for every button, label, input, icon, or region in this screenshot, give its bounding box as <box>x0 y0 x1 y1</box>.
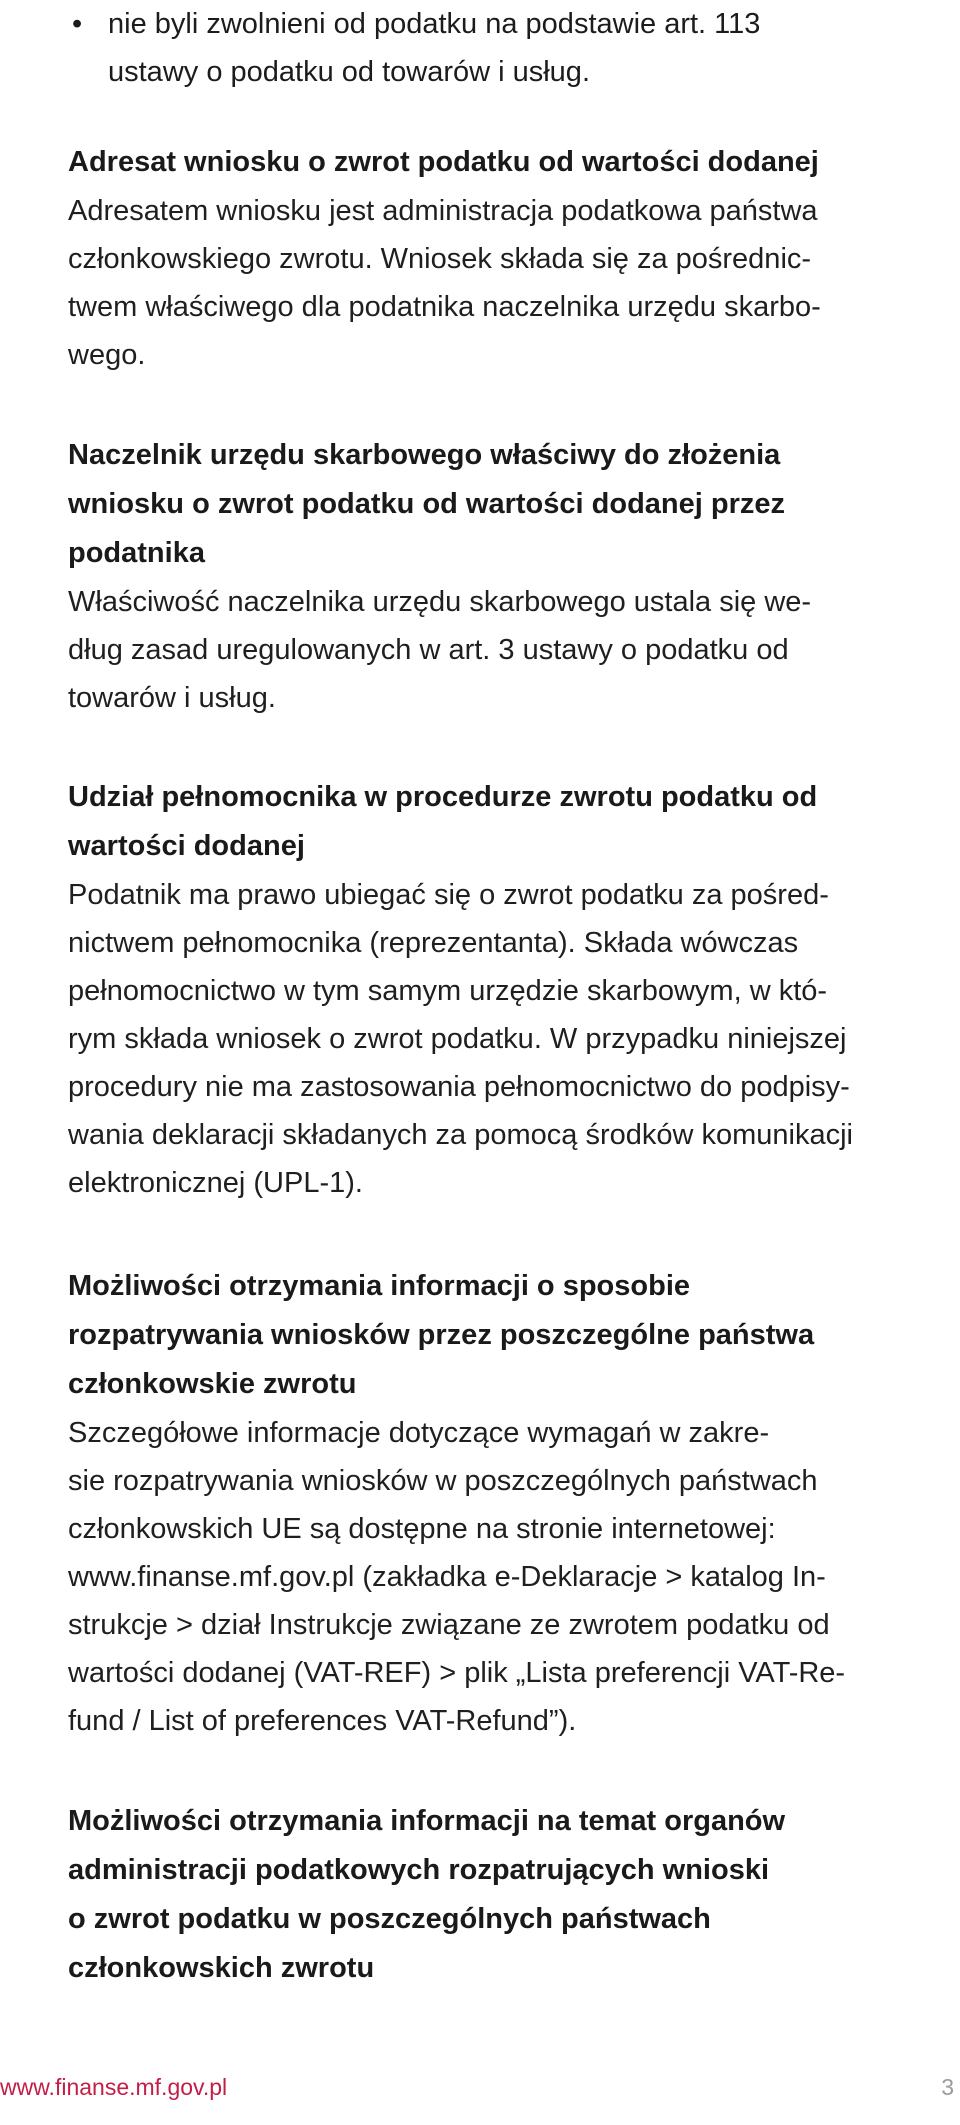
section-body-line: rym składa wniosek o zwrot podatku. W przypadku niniejszej <box>68 1023 847 1055</box>
section-heading-line: Możliwości otrzymania informacji na temat organów <box>68 1805 786 1837</box>
section-body-line: Właściwość naczelnika urzędu skarbowego ustala się we- <box>68 586 812 618</box>
footer-website-link[interactable]: www.finanse.mf.gov.pl <box>0 2074 228 2100</box>
section-body-line: Adresatem wniosku jest administracja podatkowa państwa <box>68 195 818 227</box>
section-body-line: dług zasad uregulowanych w art. 3 ustawy o podatku od <box>68 634 789 666</box>
section-body-line: wartości dodanej (VAT-REF) > plik „Lista preferencji VAT-Re- <box>68 1657 846 1689</box>
section-heading-line: Adresat wniosku o zwrot podatku od wartości dodanej <box>68 146 819 178</box>
section-body-line: wego. <box>68 339 146 371</box>
section-heading-line: administracji podatkowych rozpatrujących wnioski <box>68 1854 770 1886</box>
bullet-list-item <box>72 0 938 96</box>
bullet-line: ustawy o podatku od towarów i usług. <box>108 56 590 88</box>
section-heading-line: rozpatrywania wniosków przez poszczególne państwa <box>68 1319 815 1351</box>
bullet-marker: • <box>72 8 83 40</box>
section-body-line: nictwem pełnomocnika (reprezentanta). Składa wówczas <box>68 927 799 959</box>
section-body-line: Szczegółowe informacje dotyczące wymagań w zakre- <box>68 1417 770 1449</box>
section-heading-line: podatnika <box>68 537 205 569</box>
section-heading-line: wartości dodanej <box>68 830 305 862</box>
section-heading-line: Naczelnik urzędu skarbowego właściwy do złożenia <box>68 439 781 471</box>
section-heading-line: członkowskie zwrotu <box>68 1368 357 1400</box>
section-body-line: sie rozpatrywania wniosków w poszczególnych państwach <box>68 1465 818 1497</box>
section-body-line: członkowskich UE są dostępne na stronie internetowej: <box>68 1513 776 1545</box>
page-number: 3 <box>941 2074 954 2100</box>
section-body-line: fund / List of preferences VAT-Refund”). <box>68 1705 577 1737</box>
section-body-line: towarów i usług. <box>68 682 276 714</box>
section-body-line: pełnomocnictwo w tym samym urzędzie skarbowym, w któ- <box>68 975 828 1007</box>
section-body-line: procedury nie ma zastosowania pełnomocnictwo do podpisy- <box>68 1071 850 1103</box>
section-naczelnik <box>68 431 938 722</box>
section-heading-line: Możliwości otrzymania informacji o sposobie <box>68 1270 690 1302</box>
section-body-line: twem właściwego dla podatnika naczelnika urzędu skarbo- <box>68 291 821 323</box>
section-informacje-organy <box>68 1797 938 1993</box>
section-body-line: wania deklaracji składanych za pomocą środków komunikacji <box>68 1119 853 1151</box>
section-body-line: www.finanse.mf.gov.pl (zakładka e-Deklaracje > katalog In- <box>68 1561 826 1593</box>
bullet-line: nie byli zwolnieni od podatku na podstawie art. 113 <box>108 8 761 40</box>
section-heading-line: o zwrot podatku w poszczególnych państwach <box>68 1903 711 1935</box>
section-body-line: elektronicznej (UPL-1). <box>68 1167 363 1199</box>
section-body-line: strukcje > dział Instrukcje związane ze zwrotem podatku od <box>68 1609 830 1641</box>
section-pelnomocnik <box>68 773 938 1207</box>
section-heading-line: członkowskich zwrotu <box>68 1952 375 1984</box>
section-adresat <box>68 138 938 379</box>
section-heading-line: Udział pełnomocnika w procedurze zwrotu podatku od <box>68 781 818 813</box>
section-informacje-rozpatrywanie <box>68 1262 938 1745</box>
section-body-line: Podatnik ma prawo ubiegać się o zwrot podatku za pośred- <box>68 879 829 911</box>
section-body-line: członkowskiego zwrotu. Wniosek składa się za pośrednic- <box>68 243 812 275</box>
section-heading-line: wniosku o zwrot podatku od wartości dodanej przez <box>68 488 785 520</box>
